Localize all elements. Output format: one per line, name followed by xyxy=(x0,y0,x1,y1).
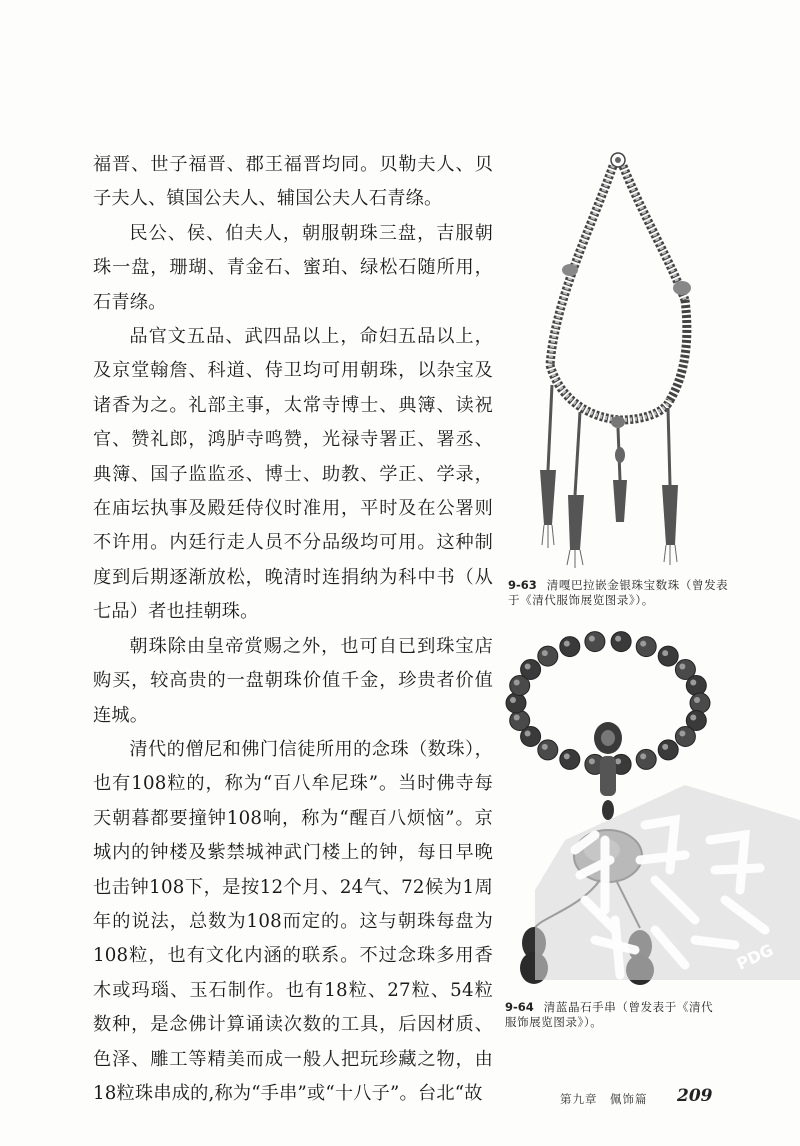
bracelet-bead xyxy=(636,637,656,657)
bracelet-bead xyxy=(506,693,526,713)
bead-highlight xyxy=(514,680,520,686)
caption-text: 清嘎巴拉嵌金银珠宝数珠（曾发表于《清代服饰展览图录》）。 xyxy=(508,578,729,607)
bracelet-bead xyxy=(560,749,580,769)
bead-highlight xyxy=(662,650,668,656)
bracelet-bead xyxy=(538,646,558,666)
necklace-photo xyxy=(520,150,740,570)
bead-highlight xyxy=(679,664,685,670)
paragraph-2: 民公、侯、伯夫人，朝服朝珠三盘，吉服朝珠一盘，珊瑚、青金石、蜜珀、绿松石随所用，石青绦。 xyxy=(93,222,493,313)
bracelet-bead xyxy=(658,646,678,666)
paragraph-3: 品官文五品、武四品以上，命妇五品以上，及京堂翰詹、科道、侍卫均可用朝珠，以杂宝及诸香为之。礼部主事，太常寺博士、典簿、读祝官、赞礼郎，鸿胪寺鸣赞，光禄寺署正、署丞、典簿、国子监监丞、博士、助教、学正、学录，在庙坛执事及殿廷侍仪时准用，平时及在公署则不许用。内廷行走人员不分品级均可用。这种制度到后期逐渐放松，晚清时连捐纳为科中书（从七品）者也挂朝珠。 xyxy=(93,326,493,623)
bead-highlight xyxy=(564,753,570,759)
bracelet-bead xyxy=(611,632,631,652)
bracelet-bead xyxy=(690,693,710,713)
bracelet-bead xyxy=(585,632,605,652)
bead-highlight xyxy=(679,731,685,737)
bracelet-bead xyxy=(675,727,695,747)
bead-highlight xyxy=(514,715,520,721)
bead-highlight xyxy=(510,697,516,703)
page-number: 209 xyxy=(677,1086,713,1106)
paragraph-4: 朝珠除由皇帝赏赐之外，也可自已到珠宝店购买，较高贵的一盘朝珠价值千金，珍贵者价值连城。 xyxy=(93,635,493,726)
bead-highlight xyxy=(690,680,696,686)
chapter-title: 第九章 佩饰篇 xyxy=(560,1092,648,1106)
bracelet-bead xyxy=(560,637,580,657)
figure-9-64-caption xyxy=(505,1000,725,1030)
figure-9-63-image xyxy=(520,150,740,570)
bracelet-bead xyxy=(658,740,678,760)
library-stamp-watermark xyxy=(535,780,800,980)
bead-highlight xyxy=(690,715,696,721)
figure-9-63-caption xyxy=(508,578,732,608)
caption-text: 清蓝晶石手串（曾发表于《清代服饰展览图录》）。 xyxy=(505,1000,714,1029)
bracelet-bead xyxy=(538,740,558,760)
paragraph-5: 清代的僧尼和佛门信徒所用的念珠（数珠），也有108粒的，称为“百八牟尼珠”。当时佛寺每天朝暮都要撞钟108响，称为“醒百八烦恼”。京城内的钟楼及紫禁城神武门楼上的钟，每日早晚也击钟108下，是按12个月、24气、72候为1周年的说法，总数为108而定的。这与朝珠每盘为108粒，也有文化内涵的联系。不过念珠多用香木或玛瑙、玉石制作。也有18粒、27粒、54粒数种，是念佛计算诵读次数的工具，后因材质、色泽、雕工等精美而成一般人把玩珍藏之物，由18粒珠串成的,称为“手串”或“十八子”。台北“故 xyxy=(93,738,493,1104)
stamp-text: PDG xyxy=(733,940,777,974)
bracelet-bead xyxy=(636,749,656,769)
bead-highlight xyxy=(525,664,531,670)
bead-highlight xyxy=(564,641,570,647)
bracelet-bead xyxy=(510,711,530,731)
bead-highlight xyxy=(640,641,646,647)
bead-highlight xyxy=(694,697,700,703)
bracelet-bead xyxy=(521,660,541,680)
body-text xyxy=(93,148,493,1111)
figure-number: 9-63 xyxy=(508,578,537,592)
bead-highlight xyxy=(615,636,621,642)
paragraph-1: 福晋、世子福晋、郡王福晋均同。贝勒夫人、贝子夫人、镇国公夫人、辅国公夫人石青绦。 xyxy=(93,154,493,210)
bead-highlight xyxy=(525,731,531,737)
figure-number: 9-64 xyxy=(505,1000,534,1014)
bead-highlight xyxy=(589,636,595,642)
bead-highlight xyxy=(542,650,548,656)
bead-highlight xyxy=(542,744,548,750)
bead-highlight xyxy=(662,744,668,750)
bracelet-bead xyxy=(686,676,706,696)
stamp-seal-icon xyxy=(535,780,800,980)
bead-highlight xyxy=(589,758,595,764)
page-footer xyxy=(560,1086,720,1110)
bead-highlight xyxy=(640,753,646,759)
